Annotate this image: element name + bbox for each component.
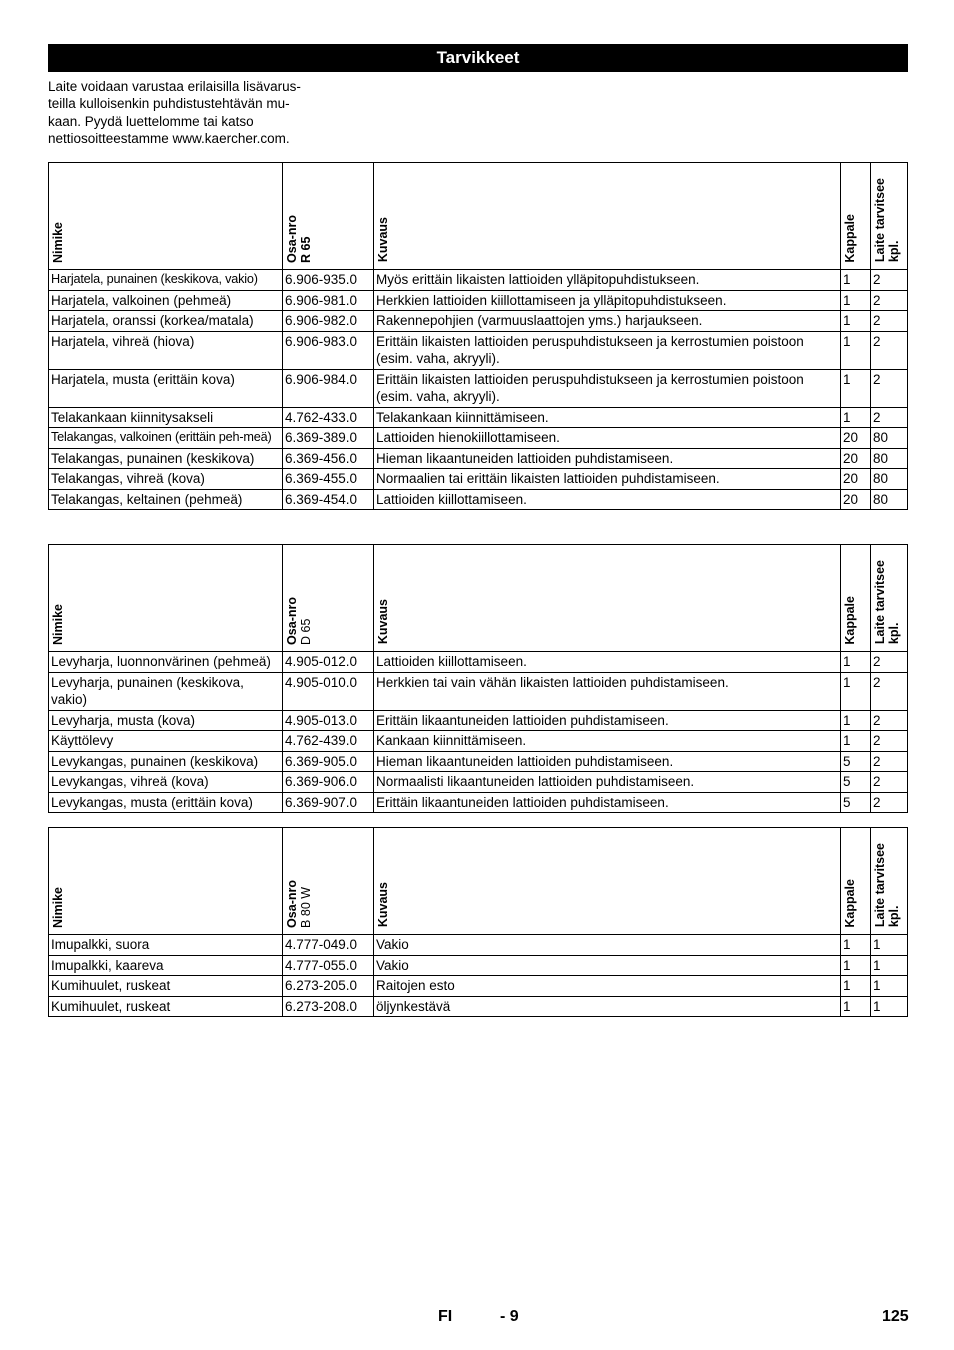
cell-desc: Erittäin likaisten lattioiden peruspuhdistukseen ja kerrostumien poistoon (esim. vaha, akryyli). (374, 369, 841, 407)
table-row (49, 270, 908, 291)
table-row (49, 489, 908, 510)
header-required (871, 163, 908, 270)
cell-name: Levyharja, punainen (keskikova, vakio) (49, 672, 283, 710)
header-required (871, 828, 908, 935)
cell-qty: 1 (841, 710, 871, 731)
header-description-label (374, 879, 392, 929)
cell-qty: 1 (841, 290, 871, 311)
cell-part: 4.905-012.0 (283, 652, 374, 673)
cell-desc: Vakio (374, 935, 841, 956)
cell-part: 4.905-013.0 (283, 710, 374, 731)
cell-qty: 1 (841, 955, 871, 976)
cell-req: 2 (871, 331, 908, 369)
header-name-label (49, 601, 67, 647)
cell-req: 2 (871, 290, 908, 311)
cell-qty: 1 (841, 270, 871, 291)
cell-desc: Kankaan kiinnittämiseen. (374, 731, 841, 752)
header-description-label (374, 214, 392, 264)
cell-desc: Rakennepohjien (varmuuslaattojen yms.) harjaukseen. (374, 311, 841, 332)
header-name-label (49, 884, 67, 930)
cell-desc: Lattioiden hienokiillottamiseen. (374, 428, 841, 449)
header-quantity-text: Kappale (843, 595, 857, 645)
cell-part: 4.905-010.0 (283, 672, 374, 710)
table-row (49, 428, 908, 449)
header-name-text: Nimike (51, 886, 65, 928)
header-part-number-label (283, 594, 315, 647)
intro-line: teilla kulloisenkin puhdistustehtävän mu- (48, 96, 290, 112)
section-title: Tarvikkeet (48, 44, 908, 72)
header-part-number-text: D 65 (299, 618, 313, 645)
header-required (871, 545, 908, 652)
table-row (49, 311, 908, 332)
header-required-text: Laite tarvitsee (873, 843, 887, 928)
cell-qty: 1 (841, 731, 871, 752)
cell-part: 4.777-055.0 (283, 955, 374, 976)
cell-part: 4.777-049.0 (283, 935, 374, 956)
cell-qty: 1 (841, 652, 871, 673)
table-row (49, 996, 908, 1017)
table-header-row (49, 545, 908, 652)
cell-part: 6.906-935.0 (283, 270, 374, 291)
cell-qty: 1 (841, 331, 871, 369)
cell-name: Harjatela, oranssi (korkea/matala) (49, 311, 283, 332)
header-quantity (841, 163, 871, 270)
table-row (49, 955, 908, 976)
cell-name: Telakangas, keltainen (pehmeä) (49, 489, 283, 510)
cell-name: Imupalkki, kaareva (49, 955, 283, 976)
table-row (49, 448, 908, 469)
table-row (49, 772, 908, 793)
header-required-label (871, 557, 903, 646)
cell-req: 80 (871, 469, 908, 490)
cell-req: 2 (871, 792, 908, 813)
cell-desc: Erittäin likaisten lattioiden peruspuhdistukseen ja kerrostumien poistoon (esim. vaha, akryyli). (374, 331, 841, 369)
header-required-text: kpl. (887, 622, 901, 645)
cell-desc: Vakio (374, 955, 841, 976)
cell-qty: 1 (841, 407, 871, 428)
header-quantity-text: Kappale (843, 878, 857, 928)
cell-desc: öljynkestävä (374, 996, 841, 1017)
cell-desc: Lattioiden kiillottamiseen. (374, 489, 841, 510)
header-description (374, 545, 841, 652)
cell-part: 4.762-433.0 (283, 407, 374, 428)
cell-part: 6.369-389.0 (283, 428, 374, 449)
cell-part: 6.369-454.0 (283, 489, 374, 510)
table-row (49, 290, 908, 311)
cell-desc: Hieman likaantuneiden lattioiden puhdistamiseen. (374, 751, 841, 772)
cell-name: Levyharja, luonnonvärinen (pehmeä) (49, 652, 283, 673)
header-required-text: kpl. (887, 905, 901, 928)
footer-section: - 9 (500, 1308, 519, 1325)
header-quantity (841, 828, 871, 935)
accessory-table (48, 162, 908, 510)
header-part-number (283, 545, 374, 652)
cell-req: 2 (871, 772, 908, 793)
cell-part: 6.369-905.0 (283, 751, 374, 772)
cell-desc: Erittäin likaantuneiden lattioiden puhdistamiseen. (374, 710, 841, 731)
cell-part: 4.762-439.0 (283, 731, 374, 752)
cell-desc: Myös erittäin likaisten lattioiden ylläpitopuhdistukseen. (374, 270, 841, 291)
cell-name: Levykangas, musta (erittäin kova) (49, 792, 283, 813)
header-part-number-text: Osa-nro (285, 879, 299, 928)
header-part-number-text: B 80 W (299, 886, 313, 928)
footer-page-number: 125 (882, 1308, 909, 1325)
cell-req: 2 (871, 407, 908, 428)
cell-qty: 1 (841, 996, 871, 1017)
cell-desc: Telakankaan kiinnittämiseen. (374, 407, 841, 428)
cell-desc: Erittäin likaantuneiden lattioiden puhdistamiseen. (374, 792, 841, 813)
cell-qty: 1 (841, 672, 871, 710)
header-part-number-text: R 65 (299, 236, 313, 263)
header-quantity-label (841, 211, 859, 265)
cell-name: Levykangas, vihreä (kova) (49, 772, 283, 793)
header-description-text: Kuvaus (376, 882, 390, 928)
header-part-number-label (283, 212, 315, 265)
cell-req: 1 (871, 996, 908, 1017)
table-row (49, 407, 908, 428)
cell-req: 2 (871, 672, 908, 710)
header-name-text: Nimike (51, 221, 65, 263)
cell-part: 6.369-456.0 (283, 448, 374, 469)
cell-desc: Normaalien tai erittäin likaisten lattioiden puhdistamiseen. (374, 469, 841, 490)
cell-qty: 5 (841, 792, 871, 813)
cell-qty: 1 (841, 311, 871, 332)
cell-req: 2 (871, 731, 908, 752)
cell-name: Telakangas, valkoinen (erittäin peh-meä) (49, 428, 283, 449)
cell-qty: 1 (841, 976, 871, 997)
table-row (49, 976, 908, 997)
cell-req: 2 (871, 270, 908, 291)
cell-name: Käyttölevy (49, 731, 283, 752)
cell-name: Levykangas, punainen (keskikova) (49, 751, 283, 772)
cell-desc: Lattioiden kiillottamiseen. (374, 652, 841, 673)
cell-part: 6.369-907.0 (283, 792, 374, 813)
header-quantity-label (841, 593, 859, 647)
cell-qty: 20 (841, 469, 871, 490)
cell-req: 2 (871, 710, 908, 731)
header-required-label (871, 840, 903, 929)
cell-desc: Normaalisti likaantuneiden lattioiden puhdistamiseen. (374, 772, 841, 793)
cell-req: 2 (871, 311, 908, 332)
cell-name: Harjatela, punainen (keskikova, vakio) (49, 270, 283, 291)
header-required-text: Laite tarvitsee (873, 560, 887, 645)
table-row (49, 369, 908, 407)
cell-qty: 5 (841, 751, 871, 772)
cell-part: 6.906-982.0 (283, 311, 374, 332)
table-row (49, 710, 908, 731)
table-row (49, 731, 908, 752)
header-required-text: Laite tarvitsee (873, 178, 887, 263)
cell-qty: 1 (841, 935, 871, 956)
cell-qty: 1 (841, 369, 871, 407)
footer-language: FI (438, 1308, 453, 1325)
cell-name: Imupalkki, suora (49, 935, 283, 956)
header-quantity-text: Kappale (843, 213, 857, 263)
cell-name: Kumihuulet, ruskeat (49, 976, 283, 997)
cell-desc: Herkkien tai vain vähän likaisten lattioiden puhdistamiseen. (374, 672, 841, 710)
cell-desc: Raitojen esto (374, 976, 841, 997)
cell-name: Telakangas, vihreä (kova) (49, 469, 283, 490)
cell-qty: 5 (841, 772, 871, 793)
table-row (49, 331, 908, 369)
cell-name: Levyharja, musta (kova) (49, 710, 283, 731)
cell-name: Harjatela, valkoinen (pehmeä) (49, 290, 283, 311)
cell-qty: 20 (841, 448, 871, 469)
table-header-row (49, 163, 908, 270)
header-name-text: Nimike (51, 603, 65, 645)
header-quantity (841, 545, 871, 652)
accessory-table (48, 544, 908, 813)
cell-part: 6.273-205.0 (283, 976, 374, 997)
cell-req: 2 (871, 369, 908, 407)
cell-name: Harjatela, vihreä (hiova) (49, 331, 283, 369)
intro-line: nettiosoitteestamme www.kaercher.com. (48, 130, 290, 146)
header-name (49, 545, 283, 652)
header-description (374, 163, 841, 270)
cell-req: 1 (871, 935, 908, 956)
header-description-label (374, 596, 392, 646)
table-header-row (49, 828, 908, 935)
header-part-number-label (283, 877, 315, 930)
cell-req: 80 (871, 428, 908, 449)
header-part-number-text: Osa-nro (285, 596, 299, 645)
header-part-number (283, 828, 374, 935)
cell-name: Telakankaan kiinnitysakseli (49, 407, 283, 428)
cell-part: 6.369-455.0 (283, 469, 374, 490)
header-name-label (49, 219, 67, 265)
intro-line: kaan. Pyydä luettelomme tai katso (48, 113, 254, 129)
intro-text (48, 78, 338, 147)
cell-desc: Herkkien lattioiden kiillottamiseen ja ylläpitopuhdistukseen. (374, 290, 841, 311)
cell-req: 2 (871, 751, 908, 772)
header-part-number (283, 163, 374, 270)
accessory-table (48, 827, 908, 1017)
intro-line: Laite voidaan varustaa erilaisilla lisävarus- (48, 79, 301, 94)
table-row (49, 792, 908, 813)
table-row (49, 935, 908, 956)
header-name (49, 163, 283, 270)
table-row (49, 652, 908, 673)
header-description-text: Kuvaus (376, 599, 390, 645)
cell-req: 2 (871, 652, 908, 673)
cell-part: 6.273-208.0 (283, 996, 374, 1017)
header-description (374, 828, 841, 935)
header-name (49, 828, 283, 935)
cell-req: 80 (871, 489, 908, 510)
header-quantity-label (841, 876, 859, 930)
cell-qty: 20 (841, 489, 871, 510)
table-row (49, 751, 908, 772)
cell-req: 1 (871, 955, 908, 976)
header-part-number-text: Osa-nro (285, 214, 299, 263)
cell-part: 6.369-906.0 (283, 772, 374, 793)
header-required-text: kpl. (887, 240, 901, 263)
cell-part: 6.906-981.0 (283, 290, 374, 311)
cell-name: Telakangas, punainen (keskikova) (49, 448, 283, 469)
table-row (49, 672, 908, 710)
cell-qty: 20 (841, 428, 871, 449)
cell-req: 1 (871, 976, 908, 997)
cell-req: 80 (871, 448, 908, 469)
header-description-text: Kuvaus (376, 217, 390, 263)
cell-part: 6.906-983.0 (283, 331, 374, 369)
header-required-label (871, 175, 903, 264)
cell-name: Kumihuulet, ruskeat (49, 996, 283, 1017)
cell-desc: Hieman likaantuneiden lattioiden puhdistamiseen. (374, 448, 841, 469)
table-row (49, 469, 908, 490)
cell-name: Harjatela, musta (erittäin kova) (49, 369, 283, 407)
cell-part: 6.906-984.0 (283, 369, 374, 407)
